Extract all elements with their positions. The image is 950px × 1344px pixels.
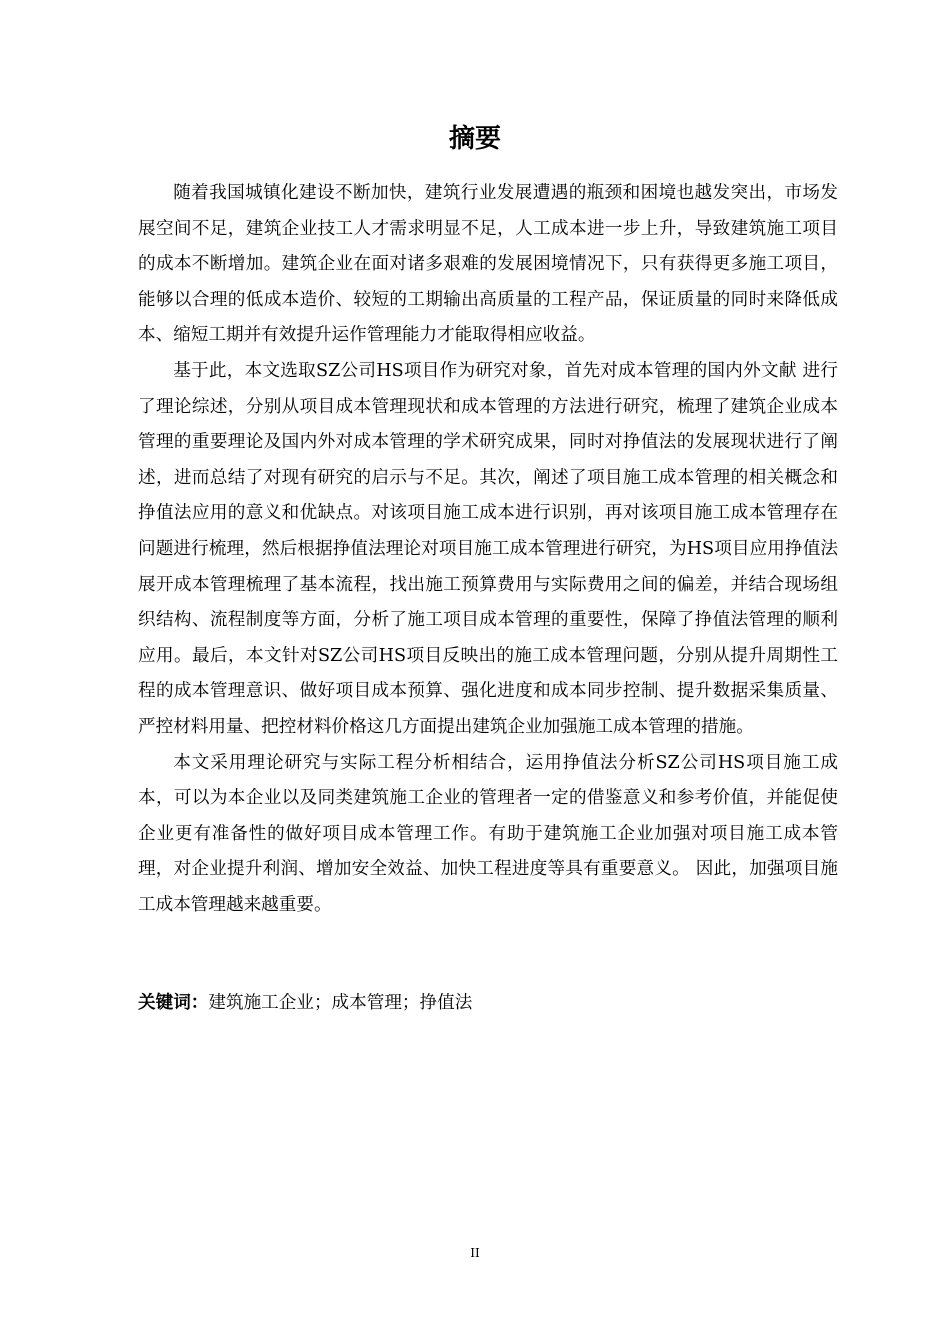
keywords-label: 关键词： [138, 993, 209, 1013]
keywords-line [138, 986, 838, 1021]
page-title: 摘要 [448, 124, 501, 154]
abstract-paragraph-3: 本文采用理论研究与实际工程分析相结合，运用挣值法分析SZ公司HS项目施工成本，可以为本企业以及同类建筑施工企业的管理者一定的借鉴意义和参考价值，并能促使企业更有准备性的做好项目成本管理工作。有助于建筑施工企业加强对项目施工成本管理，对企业提升利润、增加安全效益、加快工程进度等具有重要意义。 因此，加强项目施工成本管理越来越重要。 [138, 752, 838, 915]
abstract-paragraph-2: 基于此，本文选取SZ公司HS项目作为研究对象，首先对成本管理的国内外文献 进行了理论综述，分别从项目成本管理现状和成本管理的方法进行研究，梳理了建筑企业成本管理的重要理论及国内外对成本管理的学术研究成果，同时对挣值法的发展现状进行了阐述，进而总结了对现有研究的启示与不足。其次，阐述了项目施工成本管理的相关概念和挣值法应用的意义和优缺点。对该项目施工成本进行识别，再对该项目施工成本管理存在问题进行梳理，然后根据挣值法理论对项目施工成本管理进行研究，为HS项目应用挣值法展开成本管理梳理了基本流程，找出施工预算费用与实际费用之间的偏差，并结合现场组织结构、流程制度等方面，分析了施工项目成本管理的重要性，保障了挣值法管理的顺利应用。最后，本文针对SZ公司HS项目反映出的施工成本管理问题，分别从提升周期性工程的成本管理意识、做好项目成本预算、强化进度和成本同步控制、提升数据采集质量、严控材料用量、把控材料价格这几方面提出建筑企业加强施工成本管理的措施。 [138, 360, 838, 737]
abstract-body [138, 176, 838, 923]
abstract-paragraph-1: 随着我国城镇化建设不断加快，建筑行业发展遭遇的瓶颈和困境也越发突出，市场发展空间不足，建筑企业技工人才需求明显不足，人工成本进一步上升，导致建筑施工项目的成本不断增加。建筑企业在面对诸多艰难的发展困境情况下，只有获得更多施工项目，能够以合理的低成本造价、较短的工期输出高质量的工程产品，保证质量的同时来降低成本、缩短工期并有效提升运作管理能力才能取得相应收益。 [138, 183, 838, 346]
keywords-value: 建筑施工企业；成本管理；挣值法 [208, 993, 473, 1013]
page-number: II [470, 1246, 480, 1260]
